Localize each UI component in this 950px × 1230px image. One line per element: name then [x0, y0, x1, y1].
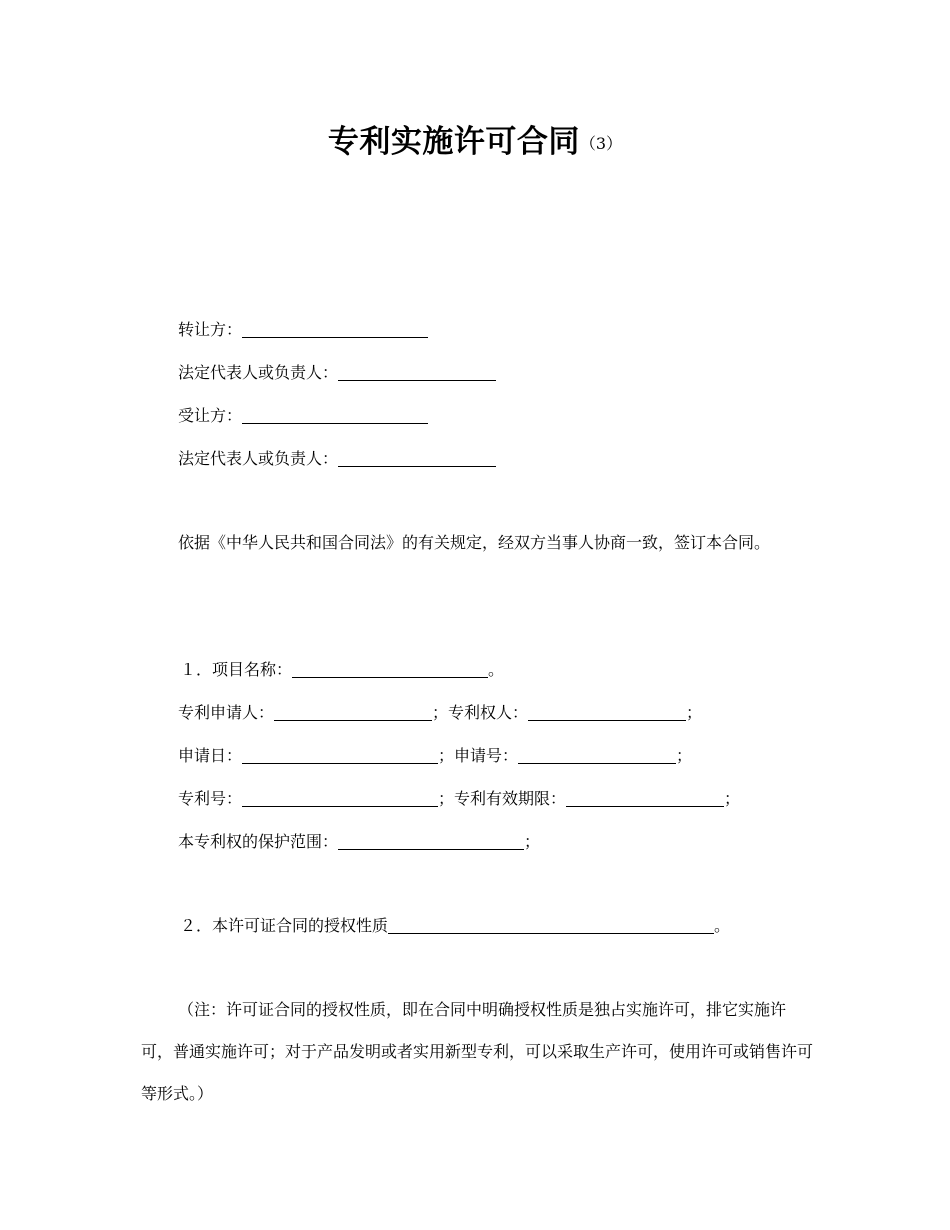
application-date-label: 申请日： — [178, 746, 243, 765]
application-number-label: ；申请号： — [438, 746, 519, 765]
applicant-blank[interactable] — [274, 704, 432, 721]
transferee-rep-label: 法定代表人或负责人： — [178, 449, 339, 468]
patentee-blank[interactable] — [528, 704, 686, 721]
scope-line — [178, 832, 540, 852]
transferee-label: 受让方： — [178, 406, 243, 425]
applicant-line-end: ； — [686, 703, 703, 722]
transferor-line — [178, 320, 428, 340]
title-text: 专利实施许可合同 — [327, 124, 580, 160]
title-number: （3） — [579, 134, 623, 153]
transferee-rep-line — [178, 449, 496, 469]
project-name-line — [180, 660, 504, 680]
scope-label: 本专利权的保护范围： — [178, 832, 339, 851]
license-nature-line — [180, 916, 730, 936]
transferor-rep-line — [178, 363, 496, 383]
patentee-label: ；专利权人： — [432, 703, 529, 722]
license-nature-end: 。 — [714, 916, 731, 935]
application-line-end: ； — [676, 746, 693, 765]
transferor-rep-label: 法定代表人或负责人： — [178, 363, 339, 382]
transferor-blank[interactable] — [242, 321, 428, 338]
patent-number-blank[interactable] — [242, 790, 438, 807]
preamble-paragraph: 依据《中华人民共和国合同法》的有关规定，经双方当事人协商一致，签订本合同。 — [178, 533, 771, 552]
transferor-rep-blank[interactable] — [338, 364, 496, 381]
applicant-label: 专利申请人： — [178, 703, 275, 722]
patent-number-line-end: ； — [724, 789, 741, 808]
applicant-line — [178, 703, 702, 723]
transferee-line — [178, 406, 428, 426]
validity-label: ；专利有效期限： — [438, 789, 567, 808]
document-title — [0, 116, 950, 161]
transferor-label: 转让方： — [178, 320, 243, 339]
transferee-rep-blank[interactable] — [338, 450, 496, 467]
application-number-blank[interactable] — [518, 747, 676, 764]
validity-blank[interactable] — [566, 790, 724, 807]
project-name-blank[interactable] — [292, 661, 488, 678]
license-nature-blank[interactable] — [388, 917, 714, 934]
scope-line-end: ； — [524, 832, 541, 851]
transferee-blank[interactable] — [242, 407, 428, 424]
application-date-blank[interactable] — [242, 747, 438, 764]
license-nature-label: ２．本许可证合同的授权性质 — [180, 916, 389, 935]
note-paragraph: （注：许可证合同的授权性质，即在合同中明确授权性质是独占实施许可，排它实施许可，普通实施许可；对于产品发明或者实用新型专利，可以采取生产许可，使用许可或销售许可等形式。） — [141, 1000, 814, 1103]
project-name-end: 。 — [488, 660, 505, 679]
scope-blank[interactable] — [338, 833, 524, 850]
patent-number-label: 专利号： — [178, 789, 243, 808]
application-line — [178, 746, 692, 766]
patent-number-line — [178, 789, 740, 809]
project-name-label: １．项目名称： — [180, 660, 293, 679]
